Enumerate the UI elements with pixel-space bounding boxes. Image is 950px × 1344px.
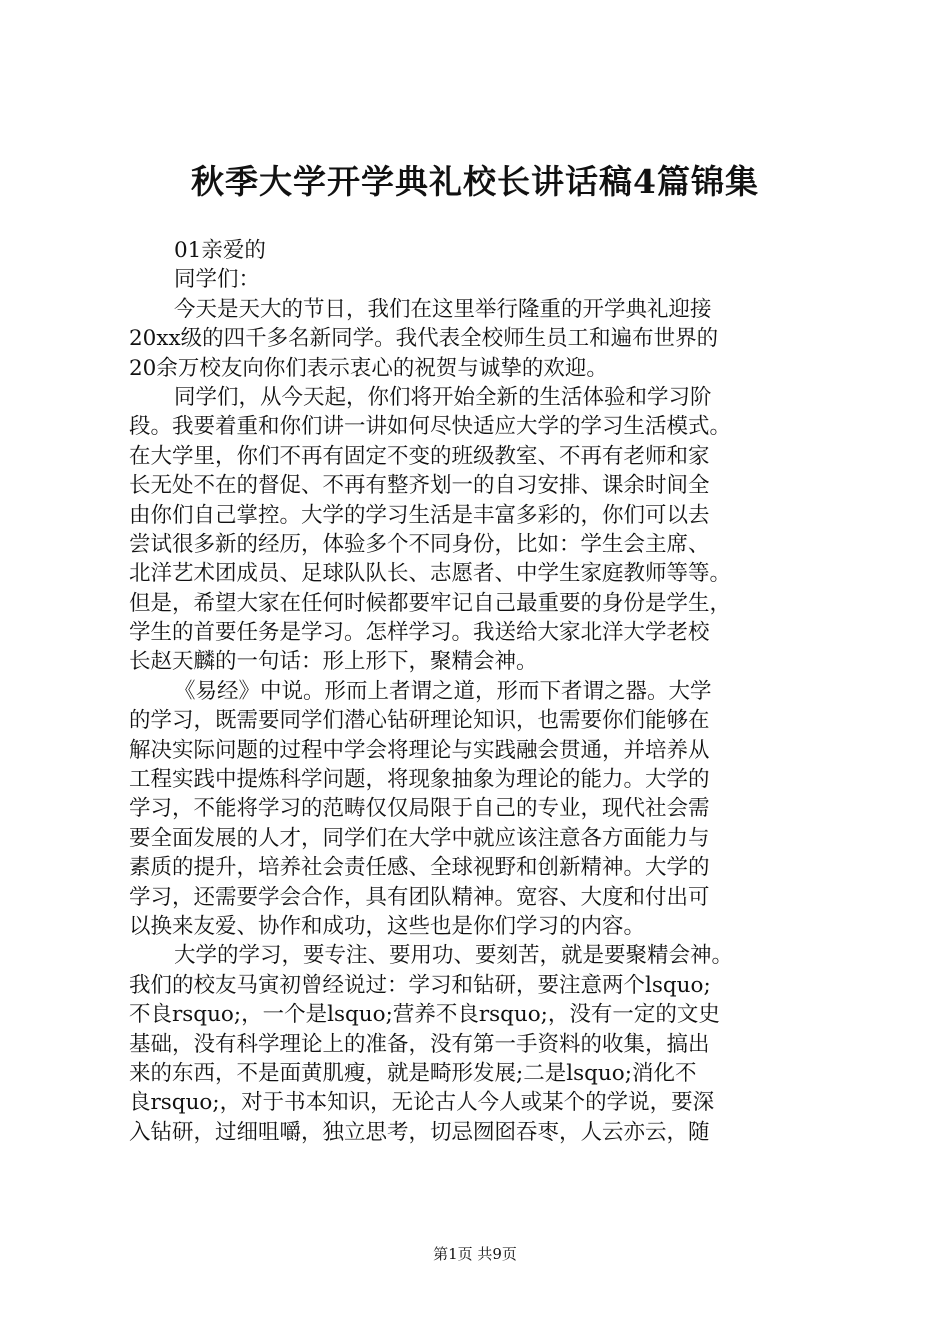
text-line: 以换来友爱、协作和成功，这些也是你们学习的内容。	[129, 913, 646, 939]
text-line: 同学们，从今天起，你们将开始全新的生活体验和学习阶	[174, 384, 712, 410]
text-line: 良rsquo;，对于书本知识，无论古人今人或某个的学说，要深	[129, 1090, 715, 1116]
text-line: 学习，还需要学会合作，具有团队精神。宽容、大度和付出可	[129, 884, 710, 910]
text-line: 在大学里，你们不再有固定不变的班级教室、不再有老师和家	[129, 443, 710, 469]
text-line: 同学们：	[174, 267, 261, 293]
text-line: 工程实践中提炼科学问题，将现象抽象为理论的能力。大学的	[129, 767, 710, 793]
text-line: 学生的首要任务是学习。怎样学习。我送给大家北洋大学老校	[129, 620, 710, 646]
text-line: 但是，希望大家在任何时候都要牢记自己最重要的身份是学生，	[129, 590, 732, 616]
text-line: 解决实际问题的过程中学会将理论与实践融会贯通，并培养从	[129, 737, 710, 763]
text-line: 的学习，既需要同学们潜心钻研理论知识，也需要你们能够在	[129, 708, 710, 734]
text-line: 不良rsquo;，一个是lsquo;营养不良rsquo;，没有一定的文史	[129, 1002, 720, 1028]
text-line: 段。我要着重和你们讲一讲如何尽快适应大学的学习生活模式。	[129, 414, 732, 440]
text-line: 长赵天麟的一句话：形上形下，聚精会神。	[129, 649, 538, 675]
text-line: 要全面发展的人才，同学们在大学中就应该注意各方面能力与	[129, 825, 710, 851]
text-line: 大学的学习，要专注、要用功、要刻苦，就是要聚精会神。	[174, 943, 734, 969]
text-line: 学习，不能将学习的范畴仅仅局限于自己的专业，现代社会需	[129, 796, 710, 822]
text-line: 《易经》中说。形而上者谓之道，形而下者谓之器。大学	[174, 678, 712, 704]
text-line: 素质的提升，培养社会责任感、全球视野和创新精神。大学的	[129, 855, 710, 881]
text-line: 北洋艺术团成员、足球队队长、志愿者、中学生家庭教师等等。	[129, 561, 732, 587]
text-line: 由你们自己掌控。大学的学习生活是丰富多彩的，你们可以去	[129, 502, 710, 528]
text-line: 20余万校友向你们表示衷心的祝贺与诚挚的欢迎。	[129, 355, 608, 381]
text-line: 入钻研，过细咀嚼，独立思考，切忌囫囵吞枣，人云亦云，随	[129, 1119, 710, 1145]
text-line: 尝试很多新的经历，体验多个不同身份，比如：学生会主席、	[129, 531, 710, 557]
text-line: 基础，没有科学理论上的准备，没有第一手资料的收集，搞出	[129, 1031, 710, 1057]
text-line: 01亲爱的	[174, 238, 266, 263]
page-footer: 第1页 共9页	[433, 1245, 517, 1263]
text-line: 长无处不在的督促、不再有整齐划一的自习安排、课余时间全	[129, 473, 710, 499]
text-line: 我们的校友马寅初曾经说过：学习和钻研，要注意两个lsquo;	[129, 972, 711, 998]
text-line: 今天是天大的节日，我们在这里举行隆重的开学典礼迎接	[174, 296, 712, 322]
document-body	[129, 236, 829, 1147]
document-title: 秋季大学开学典礼校长讲话稿4篇锦集	[191, 162, 759, 201]
text-line: 来的东西，不是面黄肌瘦，就是畸形发展;二是lsquo;消化不	[129, 1060, 697, 1086]
text-line: 20xx级的四千多名新同学。我代表全校师生员工和遍布世界的	[129, 326, 719, 352]
